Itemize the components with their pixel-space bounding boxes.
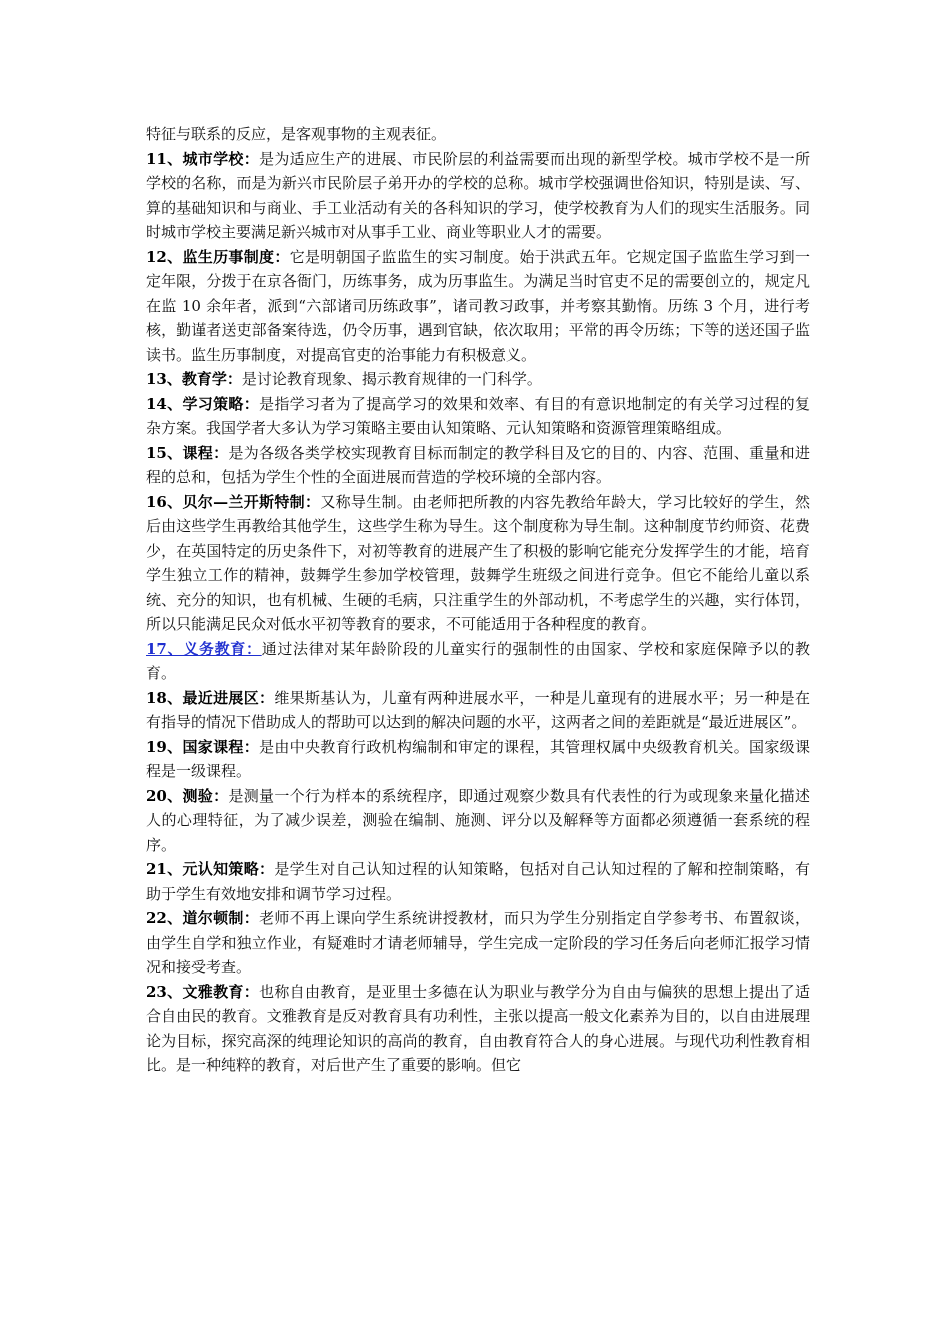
entry-term: 13、教育学： [146, 370, 242, 388]
entry-term: 18、最近进展区： [146, 688, 275, 707]
entry-definition: 是为各级各类学校实现教育目标而制定的教学科目及它的目的、内容、范围、重量和进程的总和，包括为学生个性的全面进展而营造的学校环境的全部内容。 [146, 443, 810, 486]
entry-term: 19、国家课程： [146, 737, 260, 756]
entry-12-jiansheng-lishi [146, 245, 810, 368]
entry-term: 16、贝尔—兰开斯特制： [146, 492, 321, 511]
entry-term: 14、学习策略： [146, 394, 260, 413]
entry-term: 21、元认知策略： [146, 860, 275, 878]
entry-definition: 维果斯基认为，儿童有两种进展水平，一种是儿童现有的进展水平；另一种是在有指导的情况下借助成人的帮助可以达到的解决问题的水平，这两者之间的差距就是“最近进展区”。 [146, 688, 810, 731]
entry-definition: 通过法律对某年龄阶段的儿童实行的强制性的由国家、学校和家庭保障予以的教育。 [146, 639, 811, 682]
entry-11-city-school [146, 147, 810, 245]
entry-term: 22、道尔顿制： [146, 909, 260, 927]
entry-14-learning-strategy [146, 392, 810, 441]
entry-13-pedagogy [146, 367, 810, 392]
entry-definition: 是指学习者为了提高学习的效果和效率、有目的有意识地制定的有关学习过程的复杂方案。我国学者大多认为学习策略主要由认知策略、元认知策略和资源管理策略组成。 [146, 394, 810, 437]
entry-term: 12、监生历事制度： [146, 247, 290, 266]
entry-17-compulsory-education [146, 637, 810, 686]
entry-definition: 它是明朝国子监监生的实习制度。始于洪武五年。它规定国子监监生学习到一定年限，分拨于在京各衙门，历练事务，成为历事监生。为满足当时官吏不足的需要创立的，规定凡在监 10 余年者，派到“六部诸司历练政事”，诸司教习政事，并考察其勤惰。历练 3 个月，进行考核，勤谨者送吏部备案待选，仍令历事，遇到官缺，依次取用；平常的再令历练；下等的送还国子监读书。监生历事制度，对提高官吏的治事能力有积极意义。 [146, 247, 810, 364]
entry-20-test [146, 784, 810, 858]
intro-paragraph: 特征与联系的反应，是客观事物的主观表征。 [146, 125, 447, 143]
entry-15-curriculum [146, 441, 810, 490]
entry-16-bell-lancaster [146, 490, 810, 637]
entry-term: 20、测验： [146, 786, 229, 805]
entry-definition: 是测量一个行为样本的系统程序，即通过观察少数具有代表性的行为或现象来量化描述人的心理特征，为了减少误差，测验在编制、施测、评分以及解释等方面都必须遵循一套系统的程序。 [146, 786, 810, 854]
entry-definition: 又称导生制。由老师把所教的内容先教给年龄大，学习比较好的学生，然后由这些学生再教给其他学生，这些学生称为导生。这个制度称为导生制。这种制度节约师资、花费少，在英国特定的历史条件下，对初等教育的进展产生了积极的影响它能充分发挥学生的才能，培育学生独立工作的精神，鼓舞学生参加学校管理，鼓舞学生班级之间进行竞争。但它不能给儿童以系统、充分的知识，也有机械、生硬的毛病，只注重学生的外部动机，不考虑学生的兴趣，实行体罚，所以只能满足民众对低水平初等教育的要求，不可能适用于各种程度的教育。 [146, 492, 810, 633]
entry-definition: 是为适应生产的进展、市民阶层的利益需要而出现的新型学校。城市学校不是一所学校的名称，而是为新兴市民阶层子弟开办的学校的总称。城市学校强调世俗知识，特别是读、写、算的基础知识和与商业、手工业活动有关的各科知识的学习，使学校教育为人们的现实生活服务。同时城市学校主要满足新兴城市对从事手工业、商业等职业人才的需要。 [146, 149, 810, 241]
entry-18-zpd [146, 686, 810, 735]
entry-term-link[interactable]: 17、义务教育： [146, 639, 262, 658]
entry-21-metacognitive-strategy [146, 857, 810, 906]
entry-definition: 是学生对自己认知过程的认知策略，包括对自己认知过程的了解和控制策略，有助于学生有效地安排和调节学习过程。 [146, 860, 810, 903]
entry-term: 15、课程： [146, 443, 229, 462]
document-page [146, 122, 810, 1078]
entry-22-dalton-plan [146, 906, 810, 980]
entry-definition: 是讨论教育现象、揭示教育规律的一门科学。 [241, 370, 542, 388]
entry-23-liberal-education [146, 980, 810, 1078]
entry-term: 11、城市学校： [146, 149, 260, 168]
entry-19-national-curriculum [146, 735, 810, 784]
entry-term: 23、文雅教育： [146, 982, 260, 1001]
entry-definition: 是由中央教育行政机构编制和审定的课程，其管理权属中央级教育机关。国家级课程是一级课程。 [146, 737, 810, 780]
entry-definition: 也称自由教育，是亚里士多德在认为职业与教学分为自由与偏狭的思想上提出了适合自由民的教育。文雅教育是反对教育具有功利性，主张以提高一般文化素养为目的，以自由进展理论为目标，探究高深的纯理论知识的高尚的教育，自由教育符合人的身心进展。与现代功利性教育相比。是一种纯粹的教育，对后世产生了重要的影响。但它 [146, 982, 810, 1074]
entry-definition: 老师不再上课向学生系统讲授教材，而只为学生分别指定自学参考书、布置叙谈，由学生自学和独立作业，有疑难时才请老师辅导，学生完成一定阶段的学习任务后向老师汇报学习情况和接受考查。 [146, 909, 810, 976]
